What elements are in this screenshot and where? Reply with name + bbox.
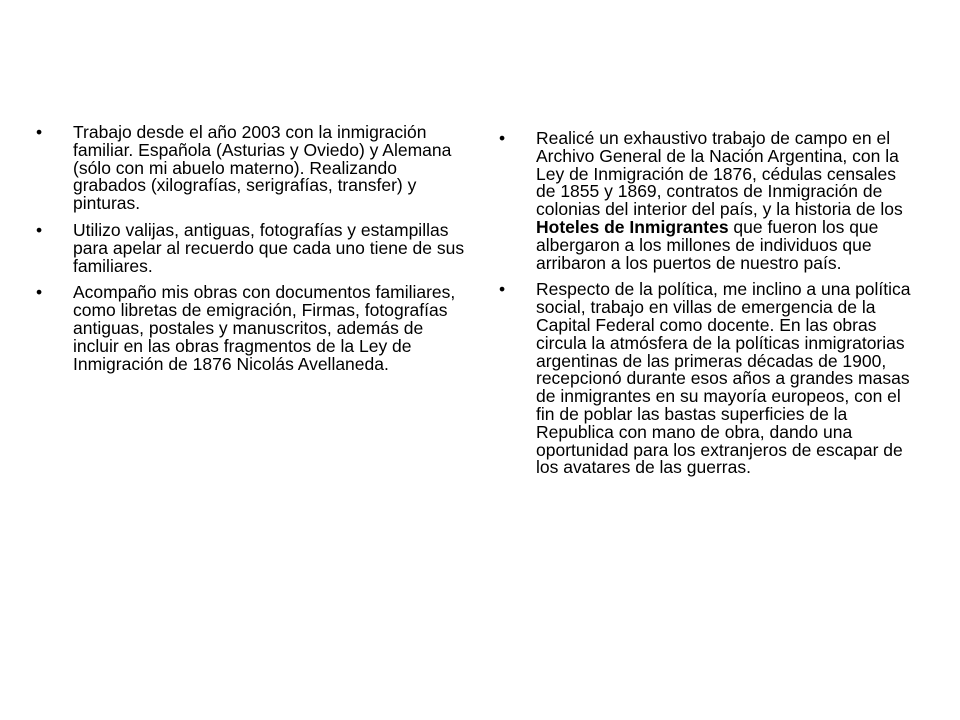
left-bullet-list	[36, 124, 466, 382]
text-segment: que fueron los que albergaron a los millones de individuos que arribaron a los puertos de nuestro país.	[536, 216, 879, 273]
right-bullet-list	[499, 130, 919, 486]
list-item	[499, 281, 919, 477]
text-segment: Realicé un exhaustivo trabajo de campo en el Archivo General de la Nación Argentina, con la Ley de Inmigración de 1876, cédulas censales de 1855 y 1869, contratos de Inmigración de colonias del interior del país, y la historia de los	[536, 128, 903, 220]
bullet-icon: •	[36, 122, 43, 142]
list-item-text	[536, 128, 903, 273]
bullet-icon: •	[499, 279, 506, 300]
list-item	[36, 124, 466, 213]
list-item-text: Utilizo valijas, antiguas, fotografías y estampillas para apelar al recuerdo que cada uno tiene de sus familiares.	[73, 219, 465, 276]
bullet-icon: •	[499, 128, 506, 148]
list-item-text: Respecto de la política, me inclino a una política social, trabajo en villas de emergencia de la Capital Federal como docente. En las obras circula la atmósfera de la políticas inmigratorias argentinas de las primeras décadas de 1900, recepcionó durante esos años a grandes masas de inmigrantes en su mayoría europeos, con el fin de poblar las bastas superficies de la Republica con mano de obra, dando una oportunidad para los extranjeros de escapar de los avatares de las guerras.	[536, 279, 911, 478]
list-item-text: Acompaño mis obras con documentos familiares, como libretas de emigración, Firmas, fotografías antiguas, postales y manuscritos, además de incluir en las obras fragmentos de la Ley de Inmigración de 1876 Nicolás Avellaneda.	[73, 282, 456, 374]
list-item	[36, 284, 466, 373]
list-item-text: Trabajo desde el año 2003 con la inmigración familiar. Española (Asturias y Oviedo) y Alemana (sólo con mi abuelo materno). Realizando grabados (xilografías, serigrafías, transfer) y pinturas.	[73, 122, 452, 214]
bullet-icon: •	[36, 219, 43, 240]
bullet-icon: •	[36, 282, 43, 303]
list-item	[499, 130, 919, 272]
list-item	[36, 219, 466, 276]
bold-text-segment: Hoteles de Inmigrantes	[536, 216, 729, 237]
